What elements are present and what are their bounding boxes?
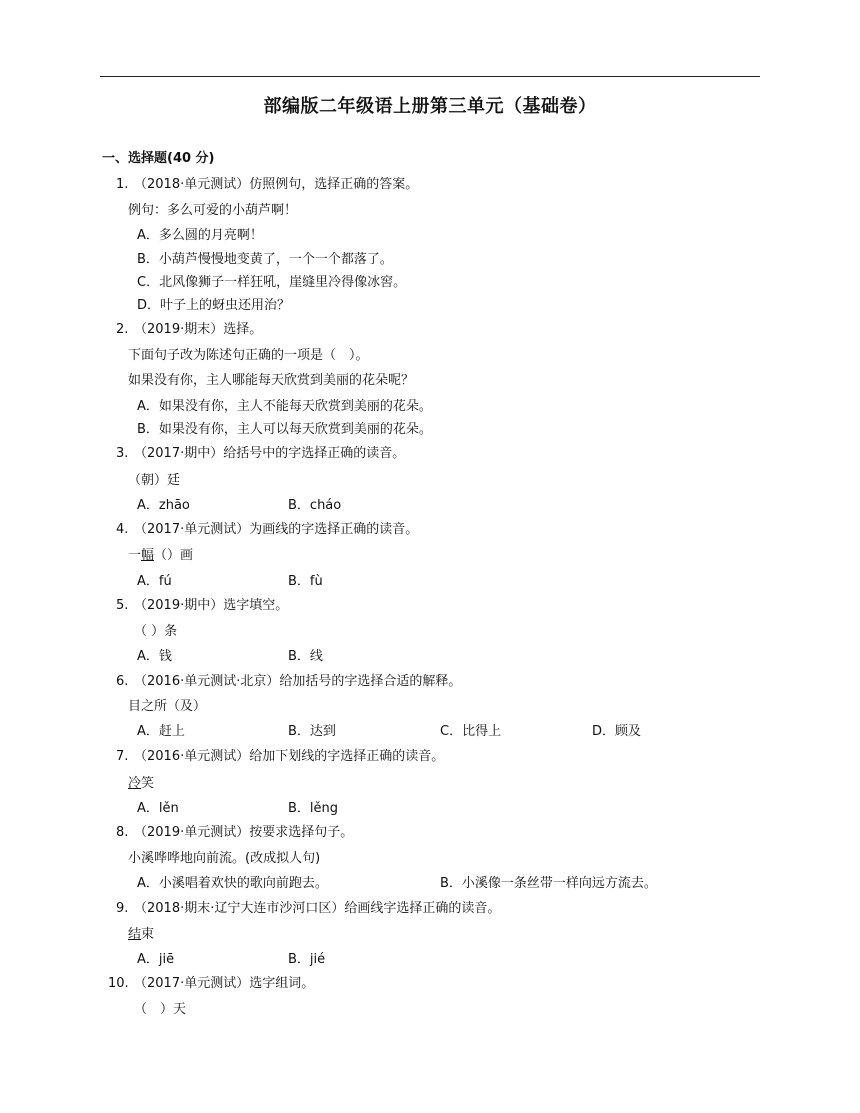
option-a[interactable]: A．fú [137, 574, 172, 589]
question-text-line: （ ）天 [134, 1002, 187, 1017]
text-segment: 一 [128, 548, 142, 563]
option-b[interactable]: B．小溪像一条丝带一样向远方流去。 [440, 876, 657, 891]
option-b[interactable]: B．cháo [288, 498, 342, 513]
question-number: 2. [116, 322, 129, 337]
question-text-line [128, 547, 193, 565]
question-number: 6. [116, 674, 129, 689]
text-segment: 笑 [141, 776, 155, 791]
option-a[interactable]: A．钱 [137, 649, 172, 664]
option-b[interactable]: B．达到 [288, 724, 336, 739]
option-c[interactable]: C．比得上 [440, 724, 502, 739]
question-stem: （2019·期中）选字填空。 [134, 598, 289, 613]
option-b[interactable]: B．如果没有你，主人可以每天欣赏到美丽的花朵。 [137, 422, 432, 437]
option-b[interactable]: B．jié [288, 952, 326, 967]
document-title: 部编版二年级语上册第三单元（基础卷） [263, 96, 597, 117]
question-text-line: （ ）条 [134, 624, 178, 639]
question-stem: （2016·单元测试）给加下划线的字选择正确的读音。 [134, 749, 445, 764]
option-d[interactable]: D．叶子上的蚜虫还用治？ [137, 298, 291, 313]
question-number: 1. [116, 177, 129, 192]
underlined-character: 结 [128, 927, 142, 942]
option-a[interactable]: A．jiē [137, 952, 175, 967]
question-number: 7. [116, 749, 129, 764]
question-stem: （2018·单元测试）仿照例句，选择正确的答案。 [134, 177, 419, 192]
question-number: 3. [116, 446, 129, 461]
underlined-character: 幅 [141, 548, 155, 563]
question-stem: （2017·单元测试）选字组词。 [134, 976, 315, 991]
question-number: 4. [116, 522, 129, 537]
option-d[interactable]: D．顾及 [592, 724, 642, 739]
question-text-line: 目之所（及） [128, 699, 207, 714]
question-number: 10. [108, 976, 129, 991]
text-segment: （）画 [154, 548, 194, 563]
question-text-line: 例句：多么可爱的小葫芦啊！ [128, 203, 298, 218]
question-text-line: （朝）廷 [128, 473, 181, 488]
option-a[interactable]: A．赶上 [137, 724, 185, 739]
question-number: 9. [116, 901, 129, 916]
question-number: 8. [116, 825, 129, 840]
option-a[interactable]: A．lěn [137, 801, 179, 816]
question-stem: （2019·单元测试）按要求选择句子。 [134, 825, 354, 840]
question-text-line [128, 926, 154, 944]
option-b[interactable]: B．fù [288, 574, 323, 589]
question-stem: （2019·期末）选择。 [134, 322, 263, 337]
option-c[interactable]: C．北风像狮子一样狂吼，崖缝里冷得像冰窖。 [137, 275, 407, 290]
option-b[interactable]: B．线 [288, 649, 323, 664]
question-stem: （2017·单元测试）为画线的字选择正确的读音。 [134, 522, 419, 537]
option-b[interactable]: B．lěng [288, 801, 339, 816]
question-number: 5. [116, 598, 129, 613]
question-stem: （2016·单元测试·北京）给加括号的字选择合适的解释。 [134, 674, 462, 689]
section-heading: 一、选择题(40 分) [102, 151, 215, 166]
question-text-line: 下面句子改为陈述句正确的一项是（ ）。 [128, 348, 369, 363]
option-a[interactable]: A．如果没有你，主人不能每天欣赏到美丽的花朵。 [137, 399, 432, 414]
question-text-line: 如果没有你，主人哪能每天欣赏到美丽的花朵呢？ [128, 373, 415, 388]
option-a[interactable]: A．多么圆的月亮啊！ [137, 228, 263, 243]
option-b[interactable]: B．小葫芦慢慢地变黄了，一个一个都落了。 [137, 252, 393, 267]
question-stem: （2017·期中）给括号中的字选择正确的读音。 [134, 446, 406, 461]
question-text-line [128, 775, 154, 793]
header-rule [100, 76, 760, 77]
underlined-character: 冷 [128, 776, 142, 791]
question-stem: （2018·期末·辽宁大连市沙河口区）给画线字选择正确的读音。 [134, 901, 501, 916]
option-a[interactable]: A．小溪唱着欢快的歌向前跑去。 [137, 876, 328, 891]
question-text-line: 小溪哗哗地向前流。(改成拟人句) [128, 851, 321, 866]
text-segment: 束 [141, 927, 155, 942]
option-a[interactable]: A．zhāo [137, 498, 190, 513]
